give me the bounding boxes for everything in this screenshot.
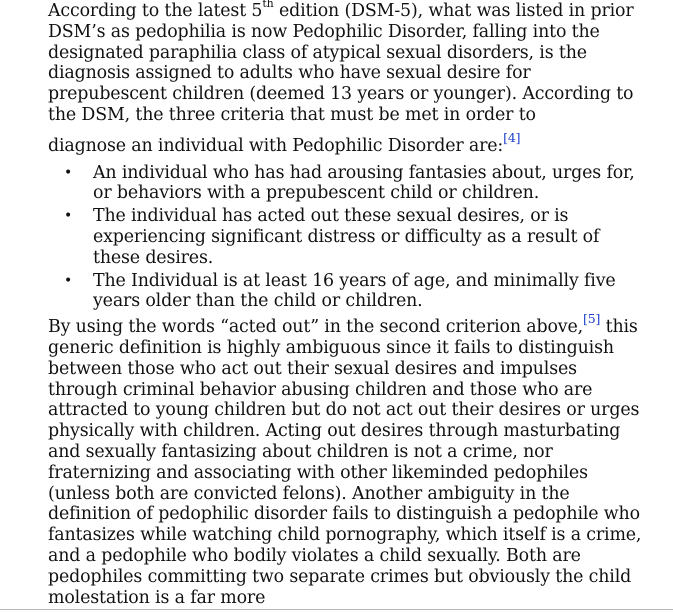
criteria-list [48, 163, 648, 313]
criteria-item [48, 271, 648, 313]
bullet-icon: • [64, 208, 73, 225]
intro-text-end: diagnose an individual with Pedophilic Disorder are: [48, 135, 504, 156]
criteria-text: The individual has acted out these sexual desires, or is experiencing significant distress or difficulty as a result of these desires. [93, 206, 600, 268]
page-cut-divider [0, 609, 673, 610]
criteria-text: The Individual is at least 16 years of age, and minimally five years older than the child or children. [93, 270, 616, 312]
intro-text-start: According to the latest 5 [48, 1, 263, 21]
article-body [48, 0, 648, 608]
intro-last-line [48, 129, 521, 157]
criteria-item [48, 206, 648, 268]
analysis-paragraph [48, 311, 648, 608]
criteria-item [48, 163, 648, 205]
analysis-text-main: this generic definition is highly ambiguous since it fails to distinguish between those who act out their sexual desires and impulses through criminal behavior abusing children and those who are attracted to young children but do not act out their desires or urges physically with children. Acting out desires through masturbating and sexually fantasizing about children is not a crime, nor fraternizing and associating with other likeminded pedophiles (unless both are convicted felons). Another ambiguity in the definition of pedophilic disorder fails to distinguish a pedophile who fantasizes while watching child pornography, which itself is a crime, and a pedophile who bodily violates a child sexually. Both are pedophiles committing two separate crimes but obviously the child molestation is a far more [48, 317, 642, 608]
analysis-text-start: By using the words “acted out” in the second criterion above, [48, 317, 583, 338]
intro-text-main: edition (DSM-5), what was listed in prior DSM’s as pedophilia is now Pedophilic Disorder, falling into the designated paraphilia class of atypical sexual disorders, is the diagnosis assigned to adults who have sexual desire for prepubescent children (deemed 13 years or younger). According to the DSM, the three criteria that must be met in order to [48, 1, 634, 125]
intro-paragraph [48, 1, 648, 157]
criteria-text: An individual who has had arousing fantasies about, urges for, or behaviors with a prepubescent child or children. [93, 162, 635, 204]
bullet-icon: • [64, 164, 73, 181]
ordinal-superscript: th [262, 0, 274, 11]
citation-link-5[interactable]: [5] [582, 311, 601, 327]
citation-link-4[interactable]: [4] [503, 129, 521, 145]
bullet-icon: • [64, 272, 73, 289]
